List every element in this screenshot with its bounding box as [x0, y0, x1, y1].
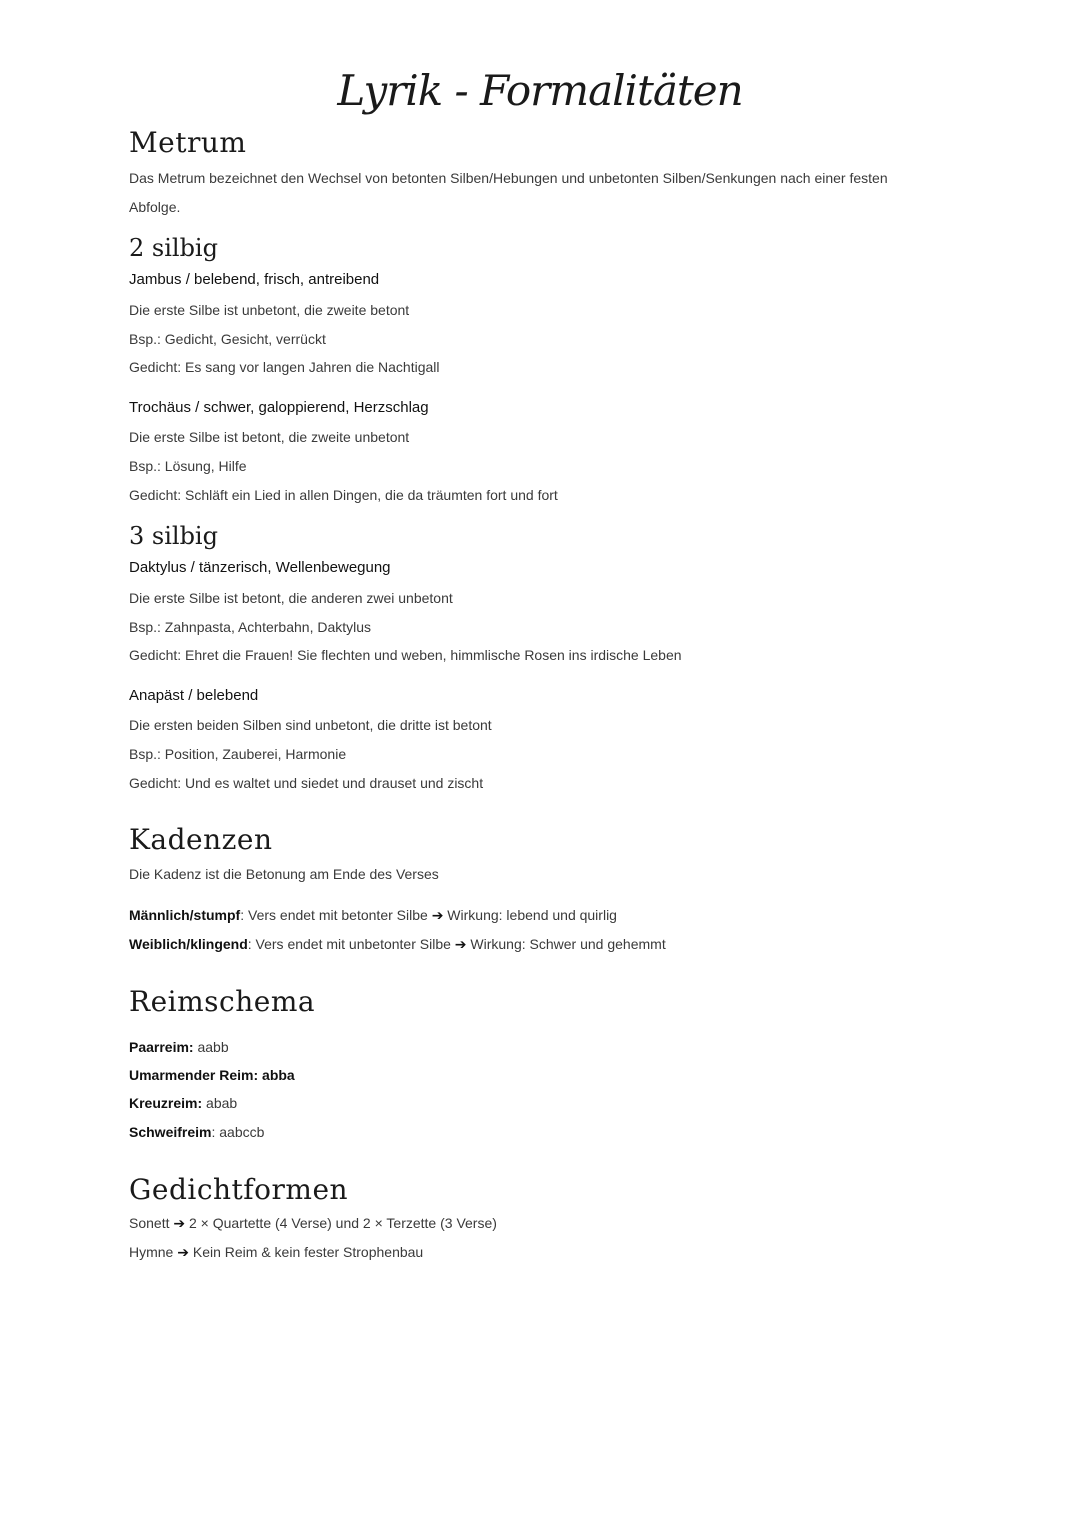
heading-metrum: Metrum — [129, 126, 247, 159]
schweifreim-label: Schweifreim — [129, 1124, 212, 1140]
heading-gedichtformen: Gedichtformen — [129, 1173, 349, 1206]
anapaest-line1: Die ersten beiden Silben sind unbetont, die dritte ist betont — [129, 717, 492, 733]
trochaeus-line3: Gedicht: Schläft ein Lied in allen Dingen, die da träumten fort und fort — [129, 487, 558, 503]
jambus-line1: Die erste Silbe ist unbetont, die zweite betont — [129, 302, 410, 318]
anapaest-line3: Gedicht: Und es waltet und siedet und drauset und zischt — [129, 775, 484, 791]
kadenz-maennlich — [129, 907, 617, 924]
arrow-right-icon: ➔ — [454, 937, 467, 953]
paarreim-value: aabb — [193, 1039, 229, 1055]
kadenz-weiblich-text: : Vers endet mit unbetonter Silbe — [247, 936, 455, 952]
heading-2-silbig: 2 silbig — [129, 234, 218, 262]
kreuzreim-value: abab — [202, 1095, 238, 1111]
gedichtform-sonett — [129, 1215, 497, 1232]
sonett-label: Sonett — [129, 1215, 174, 1231]
kadenz-weiblich-label: Weiblich/klingend — [129, 936, 248, 952]
kadenz-maennlich-text: : Vers endet mit betonter Silbe — [240, 907, 432, 923]
heading-3-silbig: 3 silbig — [129, 522, 218, 550]
reim-schweifreim — [129, 1124, 264, 1140]
gedichtform-hymne — [129, 1244, 423, 1261]
paarreim-label: Paarreim: — [129, 1039, 194, 1055]
daktylus-line1: Die erste Silbe ist betont, die anderen zwei unbetont — [129, 590, 453, 606]
daktylus-line2: Bsp.: Zahnpasta, Achterbahn, Daktylus — [129, 619, 372, 635]
trochaeus-title: Trochäus / schwer, galoppierend, Herzschlag — [129, 399, 429, 416]
schweifreim-value: : aabccb — [211, 1124, 265, 1140]
trochaeus-line2: Bsp.: Lösung, Hilfe — [129, 458, 247, 474]
hymne-label: Hymne — [129, 1244, 178, 1260]
heading-kadenzen: Kadenzen — [129, 823, 273, 856]
arrow-right-icon: ➔ — [431, 908, 444, 924]
daktylus-line3: Gedicht: Ehret die Frauen! Sie flechten und weben, himmlische Rosen ins irdische Leben — [129, 647, 682, 663]
jambus-line3: Gedicht: Es sang vor langen Jahren die Nachtigall — [129, 359, 440, 375]
anapaest-title: Anapäst / belebend — [129, 687, 259, 704]
reim-paarreim — [129, 1039, 229, 1055]
kadenzen-desc: Die Kadenz ist die Betonung am Ende des Verses — [129, 866, 439, 882]
daktylus-title: Daktylus / tänzerisch, Wellenbewegung — [129, 559, 391, 576]
metrum-desc-line1: Das Metrum bezeichnet den Wechsel von betonten Silben/Hebungen und unbetonten Silben/Senkungen nach einer festen — [129, 170, 888, 186]
jambus-line2: Bsp.: Gedicht, Gesicht, verrückt — [129, 331, 326, 347]
reim-kreuzreim — [129, 1095, 237, 1111]
umarmender-reim-label: Umarmender Reim: abba — [129, 1067, 295, 1083]
kadenz-weiblich-effect: Wirkung: Schwer und gehemmt — [466, 936, 666, 952]
arrow-right-icon: ➔ — [177, 1245, 189, 1261]
metrum-desc-line2: Abfolge. — [129, 199, 181, 215]
reim-umarmend — [129, 1067, 295, 1083]
kadenz-maennlich-effect: Wirkung: lebend und quirlig — [443, 907, 617, 923]
trochaeus-line1: Die erste Silbe ist betont, die zweite unbetont — [129, 429, 410, 445]
kadenz-weiblich — [129, 936, 666, 953]
sonett-desc: 2 × Quartette (4 Verse) und 2 × Terzette (3 Verse) — [185, 1215, 497, 1231]
arrow-right-icon: ➔ — [173, 1216, 186, 1232]
heading-reimschema: Reimschema — [129, 985, 316, 1018]
kreuzreim-label: Kreuzreim: — [129, 1095, 203, 1111]
jambus-title: Jambus / belebend, frisch, antreibend — [129, 271, 380, 288]
anapaest-line2: Bsp.: Position, Zauberei, Harmonie — [129, 746, 347, 762]
page-title: Lyrik - Formalitäten — [337, 66, 743, 115]
kadenz-maennlich-label: Männlich/stumpf — [129, 907, 241, 923]
hymne-desc: Kein Reim & kein fester Strophenbau — [188, 1244, 424, 1260]
